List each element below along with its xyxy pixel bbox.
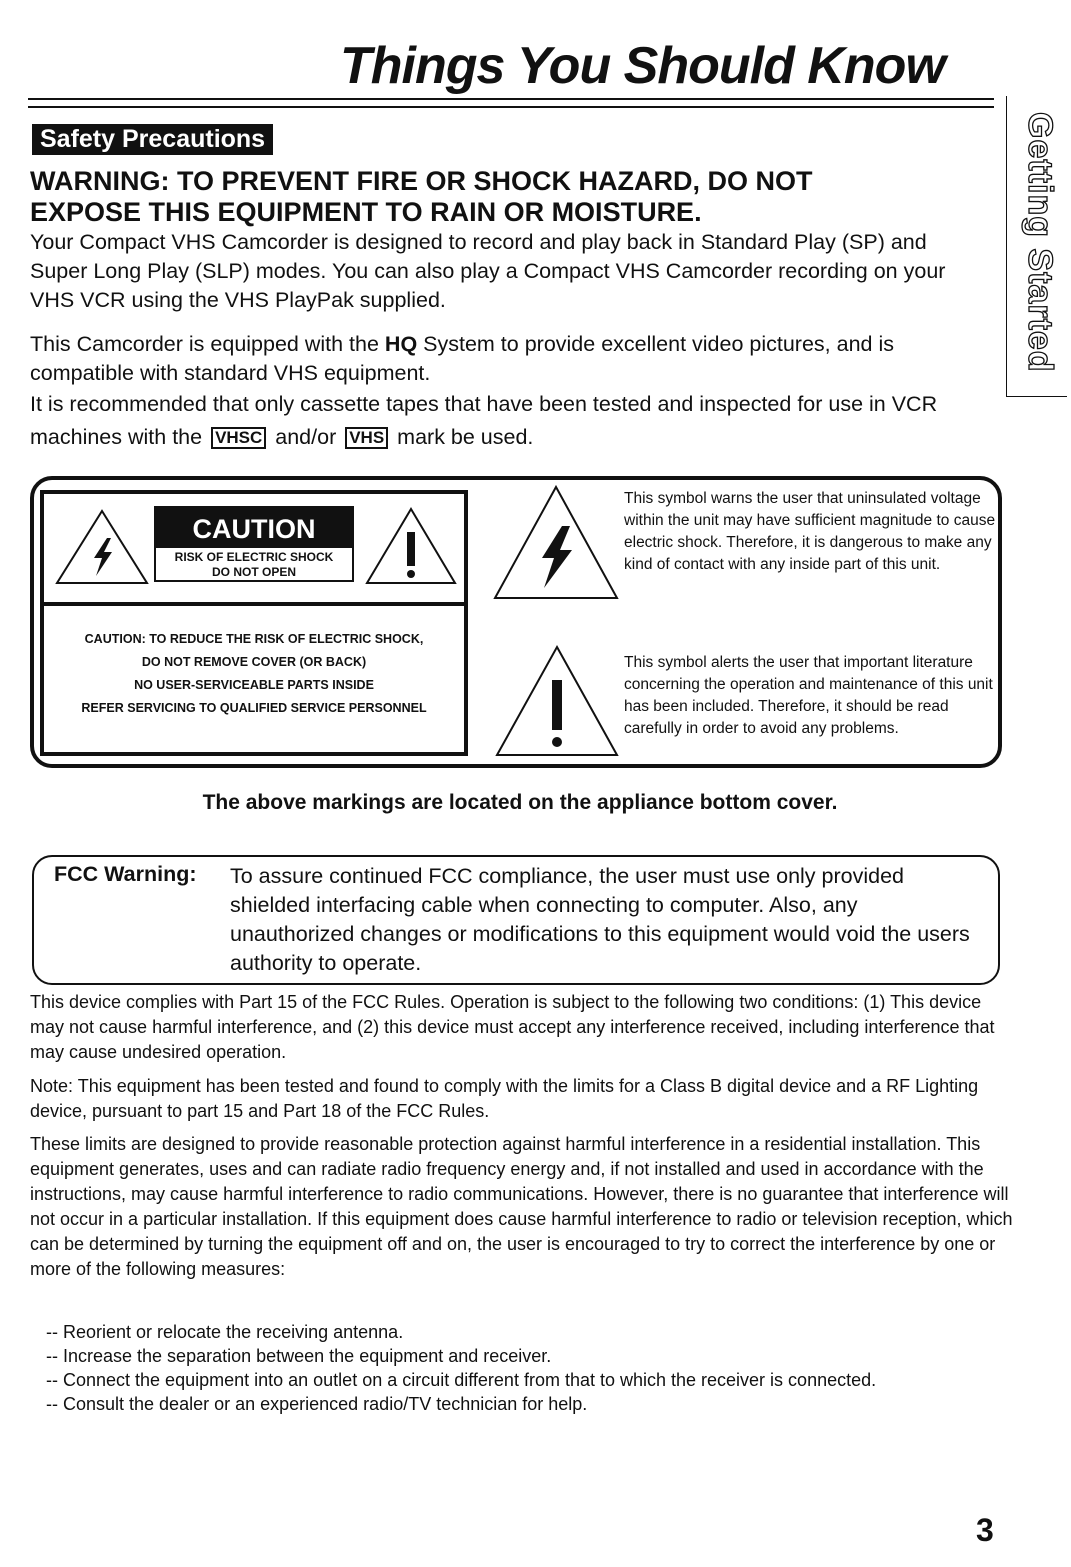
title-rule [28, 98, 994, 108]
list-item: -- Consult the dealer or an experienced radio/TV technician for help. [46, 1394, 588, 1414]
caution-label-line: REFER SERVICING TO QUALIFIED SERVICE PERSONNEL [81, 701, 427, 715]
side-tab-label: Getting Started [1021, 112, 1059, 373]
lightning-symbol-icon [492, 484, 620, 602]
vhsc-logo: VHSC [211, 427, 266, 449]
intro-p2-end: System to provide excellent video pictures, and is compatible with standard VHS equipment. [30, 332, 894, 385]
fcc-warning-box [32, 855, 1000, 985]
list-item: -- Connect the equipment into an outlet on a circuit different from that to which the receiver is connected. [46, 1370, 877, 1390]
caution-label-line: NO USER-SERVICEABLE PARTS INSIDE [134, 678, 374, 692]
measures-list [46, 1320, 1006, 1416]
caution-subtitle-line-2: DO NOT OPEN [211, 565, 296, 579]
warning-heading [30, 166, 930, 228]
caution-title: CAUTION [156, 508, 352, 548]
caution-label-divider [40, 602, 468, 606]
caution-label-text [48, 628, 460, 720]
intro-paragraph-3 [30, 388, 990, 454]
exclamation-symbol-icon [494, 644, 620, 758]
caution-label-line: DO NOT REMOVE COVER (OR BACK) [141, 655, 367, 669]
vhs-logo: VHS [345, 427, 388, 449]
list-item: -- Reorient or relocate the receiving antenna. [46, 1322, 404, 1342]
side-tab [1006, 96, 1067, 397]
intro-p3-end: mark be used. [391, 425, 534, 449]
caution-badge [154, 506, 354, 582]
compliance-paragraph-1: This device complies with Part 15 of the FCC Rules. Operation is subject to the following two conditions: (1) This device may not cause harmful interference, and (2) this device must accept any interference received, including interference that may cause undesired operation. [30, 992, 995, 1062]
fcc-warning-text: To assure continued FCC compliance, the user must use only provided shielded interfacing cable when connecting to computer. Also, any unauthorized changes or modifications to this equipment would void the users authority to operate. [230, 864, 970, 975]
compliance-paragraph-2: Note: This equipment has been tested and found to comply with the limits for a Class B digital device and a RF Lighting device, pursuant to part 15 and Part 18 of the FCC Rules. [30, 1076, 979, 1121]
markings-note: The above markings are located on the appliance bottom cover. [202, 791, 838, 814]
caution-subtitle-line-1: RISK OF ELECTRIC SHOCK [174, 550, 334, 564]
page-number: 3 [976, 1512, 994, 1548]
page-title: Things You Should Know [340, 37, 945, 95]
warning-line-1: WARNING: TO PREVENT FIRE OR SHOCK HAZARD, DO NOT [30, 166, 813, 196]
warning-line-2: EXPOSE THIS EQUIPMENT TO RAIN OR MOISTURE. [30, 197, 702, 227]
section-heading: Safety Precautions [32, 124, 273, 155]
intro-paragraph-1: Your Compact VHS Camcorder is designed to record and play back in Standard Play (SP) and Super Long Play (SLP) modes. You can also play a Compact VHS Camcorder recording on your VHS VCR using the VHS PlayPak supplied. [30, 230, 946, 312]
caution-label-line: CAUTION: TO REDUCE THE RISK OF ELECTRIC SHOCK, [84, 632, 424, 646]
intro-p2-start: This Camcorder is equipped with the [30, 332, 385, 356]
compliance-paragraph-3: These limits are designed to provide reasonable protection against harmful interference in a residential installation. This equipment generates, uses and can radiate radio frequency energy and, if not installed and used in accordance with the instructions, may cause harmful interference to radio communications. However, there is no guarantee that interference will not occur in a particular installation. If this equipment does cause harmful interference to radio or television reception, which can be determined by turning the equipment off and on, the user is encouraged to try to correct the interference by one or more of the following measures: [30, 1134, 1013, 1279]
lightning-warning-icon [54, 508, 150, 586]
intro-p3-middle: and/or [269, 425, 343, 449]
exclamation-warning-icon [364, 506, 458, 586]
lightning-symbol-description: This symbol warns the user that uninsulated voltage within the unit may have sufficient magnitude to cause electric shock. Therefore, it is dangerous to make any kind of contact with any inside part of this unit. [624, 490, 996, 573]
exclamation-symbol-description: This symbol alerts the user that important literature concerning the operation and maintenance of this unit has been included. Therefore, it should be read carefully in order to avoid any problems. [624, 654, 993, 737]
intro-p3-start: It is recommended that only cassette tapes that have been tested and inspected for use in VCR machines with the [30, 392, 938, 449]
hq-mark: HQ [384, 332, 418, 356]
list-item: -- Increase the separation between the equipment and receiver. [46, 1346, 552, 1366]
intro-paragraph-2 [30, 330, 990, 388]
fcc-warning-label: FCC Warning: [54, 862, 197, 886]
caution-subtitle [156, 550, 352, 580]
